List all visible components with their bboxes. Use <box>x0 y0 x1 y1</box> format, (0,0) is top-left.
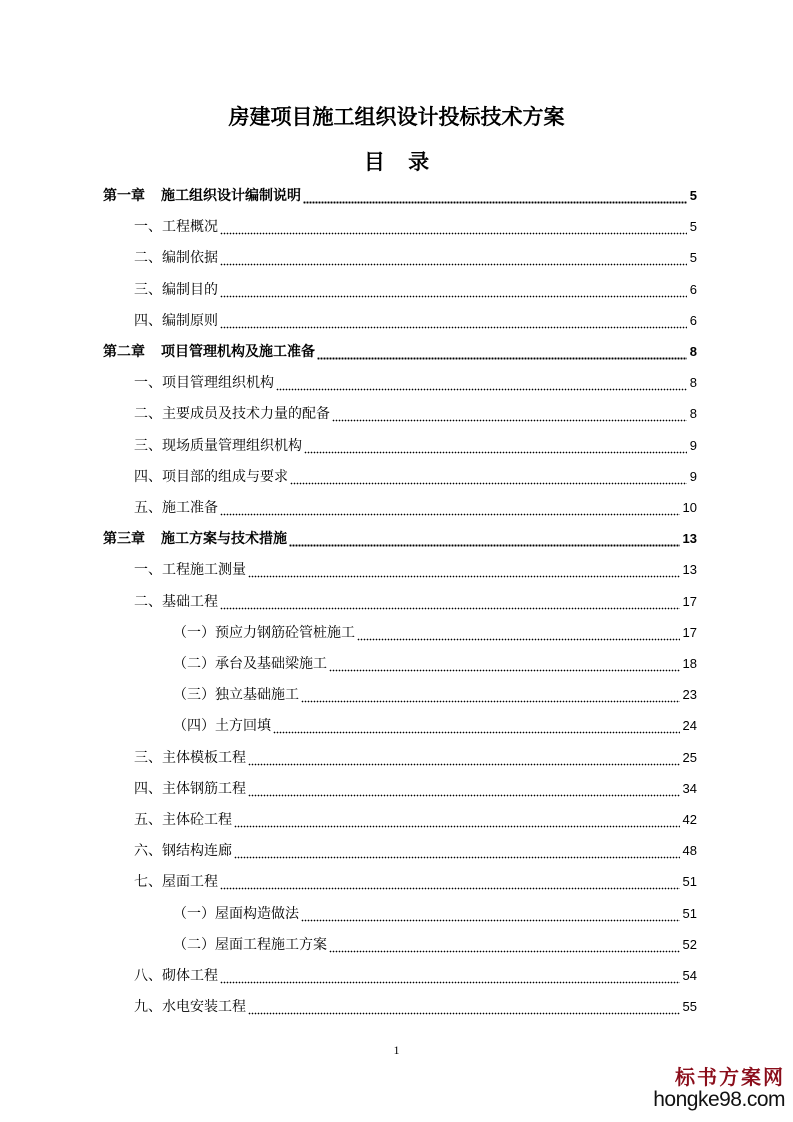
toc-leader-dots <box>329 936 680 954</box>
toc-entry-title <box>134 281 218 299</box>
toc-section-entry[interactable] <box>134 745 697 767</box>
toc-subsection-entry[interactable] <box>173 901 697 923</box>
toc-leader-dots <box>220 873 680 891</box>
toc-leader-dots <box>220 218 687 236</box>
toc-entry-text: 八、砌体工程 <box>134 968 218 984</box>
toc-entry-title <box>134 374 274 392</box>
toc-page-number: 5 <box>689 250 697 266</box>
toc-entry-title <box>134 998 246 1016</box>
watermark-brand: 标书方案网 <box>675 1065 785 1089</box>
toc-leader-dots <box>273 717 680 735</box>
toc-page-number: 24 <box>682 718 697 734</box>
toc-entry-title <box>134 561 246 579</box>
toc-entry-text: 四、主体钢筋工程 <box>134 780 246 797</box>
toc-leader-dots <box>220 593 680 611</box>
toc-page-number: 5 <box>689 188 697 203</box>
toc-entry-text: 九、水电安装工程 <box>134 999 246 1016</box>
toc-entry-title <box>173 655 327 673</box>
toc-entry-text: 六、钢结构连廊 <box>134 843 232 860</box>
toc-page-number: 6 <box>689 312 697 328</box>
toc-section-entry[interactable] <box>134 464 697 486</box>
toc-section-entry[interactable] <box>134 557 697 579</box>
toc-leader-dots <box>248 749 680 767</box>
toc-chapter-label: 第二章 <box>103 344 145 360</box>
toc-page-number: 34 <box>682 780 697 796</box>
toc-entry-text: 一、工程概况 <box>134 219 218 236</box>
toc-leader-dots <box>317 343 687 361</box>
toc-section-entry[interactable] <box>134 776 697 798</box>
toc-leader-dots <box>248 561 680 579</box>
toc-page-number: 25 <box>682 749 697 765</box>
toc-entry-text: （一）预应力钢筋砼管桩施工 <box>173 624 355 641</box>
toc-entry-title <box>134 468 288 486</box>
toc-heading-char-1: 目 <box>363 149 385 174</box>
toc-page-number: 9 <box>689 437 697 453</box>
toc-leader-dots <box>220 281 687 299</box>
page-number: 1 <box>393 1043 400 1057</box>
toc-page-number: 10 <box>682 500 697 515</box>
toc-page-number: 17 <box>682 624 697 640</box>
toc-entry-text: 二、编制依据 <box>134 250 218 267</box>
toc-entry-text: （三）独立基础施工 <box>173 687 299 704</box>
toc-entry-text: 二、基础工程 <box>134 593 218 610</box>
toc-entry-title <box>173 624 355 642</box>
toc-page-number: 51 <box>682 874 697 890</box>
toc-entry-title <box>134 873 218 891</box>
toc-section-entry[interactable] <box>134 838 697 860</box>
toc-entry-text: 施工组织设计编制说明 <box>161 188 301 204</box>
toc-entry-text: 三、主体模板工程 <box>134 749 246 766</box>
toc-entry-title <box>134 218 218 236</box>
toc-leader-dots <box>304 437 687 455</box>
toc-page-number: 8 <box>689 375 697 391</box>
toc-entry-title <box>134 249 218 267</box>
toc-leader-dots <box>234 842 680 860</box>
toc-leader-dots <box>220 249 687 267</box>
toc-entry-title <box>134 437 302 455</box>
toc-leader-dots <box>301 905 680 923</box>
toc-section-entry[interactable] <box>134 495 697 517</box>
toc-leader-dots <box>220 967 680 985</box>
toc-entry-text: 四、编制原则 <box>134 312 218 329</box>
document-title: 房建项目施工组织设计投标技术方案 <box>228 104 565 129</box>
toc-page-number: 8 <box>689 344 697 359</box>
toc-entry-title <box>134 842 232 860</box>
toc-section-entry[interactable] <box>134 869 697 891</box>
toc-entry-text: 二、主要成员及技术力量的配备 <box>134 406 330 423</box>
toc-entry-title <box>103 530 287 548</box>
toc-section-entry[interactable] <box>134 994 697 1016</box>
toc-subsection-entry[interactable] <box>173 932 697 954</box>
toc-leader-dots <box>220 499 680 517</box>
toc-section-entry[interactable] <box>134 433 697 455</box>
toc-entry-text: 三、现场质量管理组织机构 <box>134 437 302 454</box>
toc-page-number: 13 <box>682 531 697 547</box>
toc-page-number: 54 <box>682 968 697 983</box>
toc-section-entry[interactable] <box>134 245 697 267</box>
toc-entry-title <box>134 749 246 767</box>
toc-subsection-entry[interactable] <box>173 620 697 642</box>
toc-entry-title <box>173 686 299 704</box>
toc-page-number: 6 <box>689 281 697 297</box>
toc-section-entry[interactable] <box>134 370 697 392</box>
toc-page-number: 51 <box>682 905 697 921</box>
toc-chapter-entry[interactable] <box>103 183 697 205</box>
toc-subsection-entry[interactable] <box>173 682 697 704</box>
toc-entry-text: （二）屋面工程施工方案 <box>173 936 327 953</box>
toc-entry-text: 四、项目部的组成与要求 <box>134 468 288 485</box>
toc-entry-title <box>173 936 327 954</box>
toc-entry-text: （一）屋面构造做法 <box>173 905 299 922</box>
toc-leader-dots <box>289 530 680 548</box>
toc-leader-dots <box>220 312 687 330</box>
toc-entry-title <box>134 405 330 423</box>
toc-subsection-entry[interactable] <box>173 651 697 673</box>
toc-leader-dots <box>303 187 687 205</box>
toc-entry-title <box>134 780 246 798</box>
toc-section-entry[interactable] <box>134 807 697 829</box>
toc-entry-title <box>173 905 299 923</box>
toc-subsection-entry[interactable] <box>173 713 697 735</box>
toc-section-entry[interactable] <box>134 963 697 985</box>
toc-entry-text: 五、施工准备 <box>134 500 218 516</box>
toc-page-number: 42 <box>682 812 697 827</box>
toc-leader-dots <box>248 780 680 798</box>
toc-entry-text: 三、编制目的 <box>134 281 218 298</box>
toc-entry-title <box>173 717 271 735</box>
toc-entry-text: 施工方案与技术措施 <box>161 531 287 548</box>
toc-section-entry[interactable] <box>134 277 697 299</box>
watermark-logo <box>635 1066 785 1112</box>
toc-entry-text: 五、主体砼工程 <box>134 812 232 828</box>
toc-entry-title <box>134 811 232 829</box>
toc-entry-title <box>103 343 315 361</box>
toc-leader-dots <box>357 624 680 642</box>
toc-page-number: 5 <box>689 219 697 235</box>
toc-heading <box>0 146 793 176</box>
toc-entry-text: （四）土方回填 <box>173 718 271 735</box>
toc-section-entry[interactable] <box>134 214 697 236</box>
toc-leader-dots <box>301 686 680 704</box>
toc-page-number: 9 <box>689 468 697 484</box>
toc-section-entry[interactable] <box>134 308 697 330</box>
toc-leader-dots <box>290 468 687 486</box>
toc-leader-dots <box>248 998 680 1016</box>
toc-chapter-label: 第一章 <box>103 188 145 204</box>
toc-page-number: 13 <box>682 562 697 578</box>
toc-entry-title <box>103 187 301 205</box>
toc-entry-title <box>134 499 218 517</box>
toc-page-number: 18 <box>682 656 697 671</box>
toc-entry-title <box>134 312 218 330</box>
toc-entry-text: 项目管理机构及施工准备 <box>161 344 315 360</box>
toc-entry-text: 一、项目管理组织机构 <box>134 375 274 392</box>
toc-leader-dots <box>234 811 680 829</box>
toc-leader-dots <box>329 655 680 673</box>
toc-page-number: 52 <box>682 936 697 952</box>
toc-page-number: 8 <box>689 406 697 422</box>
toc-page-number: 23 <box>682 687 697 703</box>
toc-section-entry[interactable] <box>134 589 697 611</box>
toc-heading-char-2: 录 <box>408 149 430 174</box>
toc-page-number: 17 <box>682 593 697 609</box>
toc-entry-text: （二）承台及基础梁施工 <box>173 656 327 672</box>
toc-section-entry[interactable] <box>134 401 697 423</box>
toc-chapter-entry[interactable] <box>103 526 697 548</box>
toc-leader-dots <box>332 405 687 423</box>
toc-entry-text: 七、屋面工程 <box>134 874 218 891</box>
toc-page-number: 48 <box>682 843 697 859</box>
toc-entry-title <box>134 967 218 985</box>
toc-chapter-entry[interactable] <box>103 339 697 361</box>
toc-entry-title <box>134 593 218 611</box>
toc-entry-text: 一、工程施工测量 <box>134 562 246 579</box>
watermark-domain: hongke98.com <box>653 1088 785 1111</box>
toc-chapter-label: 第三章 <box>103 531 145 548</box>
toc-leader-dots <box>276 374 687 392</box>
toc-page-number: 55 <box>682 999 697 1015</box>
